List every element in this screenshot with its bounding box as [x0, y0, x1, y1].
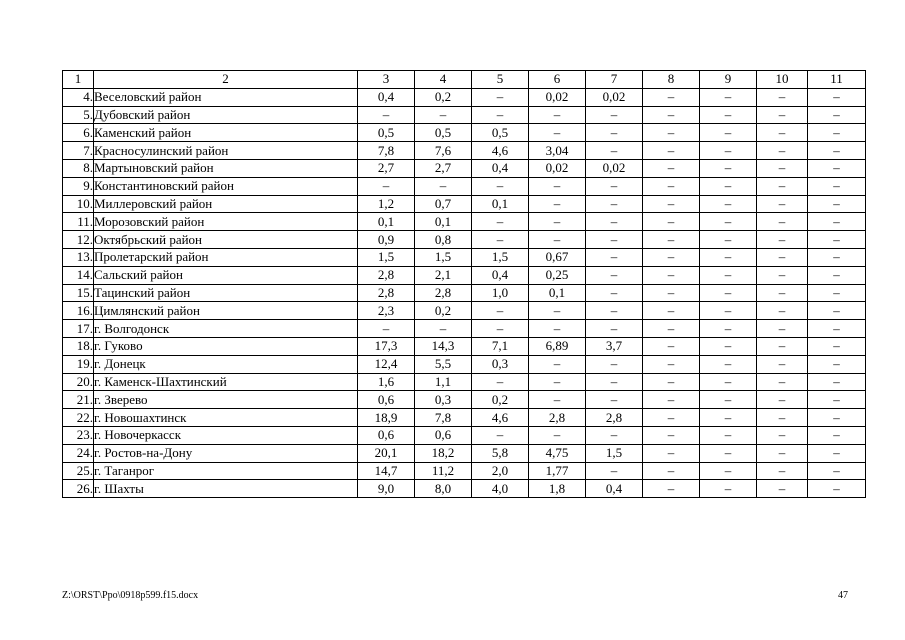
value-cell: 9,0 — [358, 480, 415, 498]
value-cell: – — [700, 391, 757, 409]
table-row — [63, 391, 866, 409]
district-name-cell: Миллеровский район — [94, 195, 358, 213]
value-cell: – — [808, 355, 866, 373]
value-cell: – — [700, 177, 757, 195]
value-cell: 0,1 — [358, 213, 415, 231]
value-cell: – — [700, 142, 757, 160]
value-cell: – — [700, 337, 757, 355]
district-name-cell: Мартыновский район — [94, 159, 358, 177]
value-cell: – — [808, 88, 866, 106]
value-cell: – — [415, 106, 472, 124]
value-cell: – — [586, 266, 643, 284]
value-cell: 2,8 — [529, 409, 586, 427]
value-cell: – — [808, 177, 866, 195]
value-cell: – — [808, 409, 866, 427]
table-row — [63, 231, 866, 249]
table-row — [63, 337, 866, 355]
table-row — [63, 373, 866, 391]
value-cell: – — [643, 106, 700, 124]
row-number-cell: 23. — [63, 426, 94, 444]
value-cell: – — [700, 88, 757, 106]
value-cell: 20,1 — [358, 444, 415, 462]
row-number-cell: 18. — [63, 337, 94, 355]
value-cell: – — [808, 480, 866, 498]
value-cell: – — [643, 391, 700, 409]
value-cell: – — [808, 142, 866, 160]
value-cell: 0,6 — [358, 391, 415, 409]
value-cell: 0,67 — [529, 248, 586, 266]
value-cell: 0,2 — [472, 391, 529, 409]
data-table — [62, 70, 866, 498]
value-cell: 2,0 — [472, 462, 529, 480]
row-number-cell: 25. — [63, 462, 94, 480]
district-name-cell: г. Донецк — [94, 355, 358, 373]
value-cell: 0,3 — [415, 391, 472, 409]
value-cell: 0,5 — [415, 124, 472, 142]
table-row — [63, 88, 866, 106]
value-cell: 1,0 — [472, 284, 529, 302]
value-cell: 14,3 — [415, 337, 472, 355]
value-cell: 0,5 — [472, 124, 529, 142]
value-cell: – — [808, 302, 866, 320]
table-row — [63, 142, 866, 160]
row-number-cell: 11. — [63, 213, 94, 231]
value-cell: – — [529, 177, 586, 195]
value-cell: 1,8 — [529, 480, 586, 498]
value-cell: 0,25 — [529, 266, 586, 284]
district-name-cell: Веселовский район — [94, 88, 358, 106]
value-cell: – — [700, 266, 757, 284]
row-number-cell: 16. — [63, 302, 94, 320]
value-cell: – — [586, 142, 643, 160]
value-cell: 1,5 — [415, 248, 472, 266]
district-name-cell: г. Зверево — [94, 391, 358, 409]
value-cell: 6,89 — [529, 337, 586, 355]
table-row — [63, 355, 866, 373]
value-cell: – — [643, 231, 700, 249]
value-cell: – — [586, 177, 643, 195]
value-cell: – — [643, 337, 700, 355]
row-number-cell: 26. — [63, 480, 94, 498]
value-cell: – — [529, 213, 586, 231]
value-cell: – — [757, 195, 808, 213]
district-name-cell: г. Шахты — [94, 480, 358, 498]
value-cell: – — [700, 231, 757, 249]
value-cell: – — [472, 231, 529, 249]
value-cell: 0,3 — [472, 355, 529, 373]
value-cell: – — [643, 266, 700, 284]
value-cell: – — [808, 248, 866, 266]
district-name-cell: г. Каменск-Шахтинский — [94, 373, 358, 391]
district-name-cell: Каменский район — [94, 124, 358, 142]
value-cell: – — [757, 480, 808, 498]
value-cell: – — [472, 106, 529, 124]
value-cell: 1,5 — [358, 248, 415, 266]
value-cell: – — [808, 284, 866, 302]
footer-page-number: 47 — [838, 590, 848, 601]
value-cell: – — [808, 159, 866, 177]
value-cell: – — [757, 337, 808, 355]
value-cell: – — [529, 355, 586, 373]
value-cell: 4,0 — [472, 480, 529, 498]
value-cell: – — [700, 462, 757, 480]
value-cell: – — [529, 373, 586, 391]
value-cell: – — [529, 106, 586, 124]
value-cell: – — [643, 124, 700, 142]
value-cell: – — [757, 142, 808, 160]
value-cell: – — [643, 213, 700, 231]
table-row — [63, 284, 866, 302]
value-cell: 2,7 — [358, 159, 415, 177]
value-cell: – — [757, 462, 808, 480]
value-cell: – — [643, 159, 700, 177]
table-row — [63, 426, 866, 444]
table-row — [63, 302, 866, 320]
value-cell: – — [643, 302, 700, 320]
row-number-cell: 6. — [63, 124, 94, 142]
value-cell: 0,1 — [529, 284, 586, 302]
header-cell: 7 — [586, 71, 643, 89]
value-cell: – — [757, 391, 808, 409]
value-cell: 1,6 — [358, 373, 415, 391]
table-row — [63, 248, 866, 266]
value-cell: – — [808, 373, 866, 391]
value-cell: 8,0 — [415, 480, 472, 498]
table-row — [63, 409, 866, 427]
value-cell: – — [643, 284, 700, 302]
value-cell: – — [643, 142, 700, 160]
row-number-cell: 9. — [63, 177, 94, 195]
value-cell: 4,6 — [472, 142, 529, 160]
value-cell: 7,8 — [415, 409, 472, 427]
footer-file-path: Z:\ORST\Ppo\0918p599.f15.docx — [62, 590, 199, 601]
value-cell: – — [757, 248, 808, 266]
value-cell: – — [643, 480, 700, 498]
row-number-cell: 15. — [63, 284, 94, 302]
value-cell: – — [808, 320, 866, 338]
value-cell: – — [808, 337, 866, 355]
value-cell: – — [808, 213, 866, 231]
value-cell: – — [700, 302, 757, 320]
district-name-cell: г. Ростов-на-Дону — [94, 444, 358, 462]
value-cell: – — [586, 213, 643, 231]
row-number-cell: 10. — [63, 195, 94, 213]
value-cell: – — [757, 284, 808, 302]
row-number-cell: 20. — [63, 373, 94, 391]
value-cell: 0,4 — [358, 88, 415, 106]
value-cell: – — [472, 373, 529, 391]
value-cell: – — [643, 373, 700, 391]
value-cell: 0,02 — [529, 159, 586, 177]
row-number-cell: 21. — [63, 391, 94, 409]
value-cell: – — [358, 320, 415, 338]
value-cell: 17,3 — [358, 337, 415, 355]
value-cell: – — [586, 391, 643, 409]
value-cell: 14,7 — [358, 462, 415, 480]
value-cell: 18,9 — [358, 409, 415, 427]
district-name-cell: Цимлянский район — [94, 302, 358, 320]
value-cell: 0,9 — [358, 231, 415, 249]
value-cell: – — [586, 320, 643, 338]
value-cell: – — [700, 320, 757, 338]
value-cell: – — [415, 177, 472, 195]
value-cell: – — [757, 373, 808, 391]
value-cell: 5,5 — [415, 355, 472, 373]
value-cell: – — [700, 106, 757, 124]
value-cell: – — [586, 124, 643, 142]
value-cell: 2,8 — [358, 266, 415, 284]
value-cell: – — [757, 88, 808, 106]
value-cell: – — [757, 159, 808, 177]
value-cell: – — [643, 355, 700, 373]
value-cell: – — [757, 177, 808, 195]
table-row — [63, 480, 866, 498]
value-cell: – — [808, 391, 866, 409]
value-cell: – — [757, 409, 808, 427]
value-cell: – — [529, 391, 586, 409]
table-row — [63, 462, 866, 480]
table-row — [63, 266, 866, 284]
value-cell: – — [586, 426, 643, 444]
value-cell: – — [808, 231, 866, 249]
row-number-cell: 19. — [63, 355, 94, 373]
value-cell: – — [700, 373, 757, 391]
row-number-cell: 7. — [63, 142, 94, 160]
value-cell: – — [529, 320, 586, 338]
value-cell: 5,8 — [472, 444, 529, 462]
row-number-cell: 22. — [63, 409, 94, 427]
table-row — [63, 124, 866, 142]
value-cell: – — [757, 213, 808, 231]
value-cell: – — [643, 462, 700, 480]
value-cell: – — [586, 231, 643, 249]
value-cell: 4,6 — [472, 409, 529, 427]
value-cell: 3,04 — [529, 142, 586, 160]
district-name-cell: г. Волгодонск — [94, 320, 358, 338]
value-cell: 2,3 — [358, 302, 415, 320]
table-header-row — [63, 71, 866, 89]
district-name-cell: г. Новочеркасск — [94, 426, 358, 444]
value-cell: 0,6 — [415, 426, 472, 444]
value-cell: – — [808, 444, 866, 462]
header-cell: 1 — [63, 71, 94, 89]
header-cell: 8 — [643, 71, 700, 89]
value-cell: 1,1 — [415, 373, 472, 391]
value-cell: – — [643, 195, 700, 213]
value-cell: – — [472, 213, 529, 231]
value-cell: – — [586, 373, 643, 391]
value-cell: 2,8 — [358, 284, 415, 302]
value-cell: 1,5 — [586, 444, 643, 462]
district-name-cell: Сальский район — [94, 266, 358, 284]
value-cell: 1,5 — [472, 248, 529, 266]
header-cell: 11 — [808, 71, 866, 89]
value-cell: – — [472, 426, 529, 444]
value-cell: 7,6 — [415, 142, 472, 160]
value-cell: – — [529, 124, 586, 142]
value-cell: 3,7 — [586, 337, 643, 355]
value-cell: – — [808, 106, 866, 124]
value-cell: – — [472, 302, 529, 320]
value-cell: – — [472, 320, 529, 338]
table-row — [63, 177, 866, 195]
value-cell: – — [808, 266, 866, 284]
row-number-cell: 12. — [63, 231, 94, 249]
value-cell: – — [643, 177, 700, 195]
value-cell: – — [358, 106, 415, 124]
value-cell: – — [700, 409, 757, 427]
value-cell: – — [358, 177, 415, 195]
value-cell: – — [643, 248, 700, 266]
value-cell: 0,1 — [415, 213, 472, 231]
value-cell: – — [700, 444, 757, 462]
value-cell: 0,8 — [415, 231, 472, 249]
value-cell: – — [472, 177, 529, 195]
table-row — [63, 213, 866, 231]
value-cell: 2,7 — [415, 159, 472, 177]
value-cell: – — [757, 124, 808, 142]
value-cell: – — [529, 426, 586, 444]
value-cell: – — [643, 320, 700, 338]
district-name-cell: Пролетарский район — [94, 248, 358, 266]
value-cell: 4,75 — [529, 444, 586, 462]
value-cell: 18,2 — [415, 444, 472, 462]
value-cell: 0,7 — [415, 195, 472, 213]
value-cell: – — [808, 195, 866, 213]
row-number-cell: 4. — [63, 88, 94, 106]
value-cell: – — [757, 266, 808, 284]
value-cell: – — [700, 159, 757, 177]
row-number-cell: 5. — [63, 106, 94, 124]
value-cell: – — [415, 320, 472, 338]
row-number-cell: 14. — [63, 266, 94, 284]
value-cell: 2,8 — [586, 409, 643, 427]
table-row — [63, 195, 866, 213]
value-cell: 7,1 — [472, 337, 529, 355]
value-cell: – — [472, 88, 529, 106]
value-cell: – — [700, 248, 757, 266]
value-cell: – — [757, 320, 808, 338]
value-cell: – — [757, 231, 808, 249]
value-cell: – — [808, 426, 866, 444]
value-cell: – — [700, 480, 757, 498]
table-row — [63, 159, 866, 177]
value-cell: – — [808, 462, 866, 480]
row-number-cell: 17. — [63, 320, 94, 338]
value-cell: – — [529, 302, 586, 320]
value-cell: – — [700, 426, 757, 444]
value-cell: – — [757, 302, 808, 320]
table-row — [63, 444, 866, 462]
header-cell: 5 — [472, 71, 529, 89]
value-cell: – — [700, 124, 757, 142]
value-cell: 0,02 — [586, 159, 643, 177]
value-cell: 1,77 — [529, 462, 586, 480]
value-cell: – — [529, 195, 586, 213]
value-cell: – — [586, 248, 643, 266]
header-cell: 9 — [700, 71, 757, 89]
value-cell: 2,8 — [415, 284, 472, 302]
district-name-cell: г. Новошахтинск — [94, 409, 358, 427]
value-cell: – — [643, 444, 700, 462]
header-cell: 2 — [94, 71, 358, 89]
value-cell: – — [757, 426, 808, 444]
value-cell: – — [757, 444, 808, 462]
value-cell: – — [643, 409, 700, 427]
value-cell: 2,1 — [415, 266, 472, 284]
district-name-cell: Октябрьский район — [94, 231, 358, 249]
value-cell: – — [700, 195, 757, 213]
value-cell: – — [757, 355, 808, 373]
value-cell: 12,4 — [358, 355, 415, 373]
district-name-cell: г. Таганрог — [94, 462, 358, 480]
value-cell: – — [643, 426, 700, 444]
value-cell: – — [586, 355, 643, 373]
value-cell: – — [757, 106, 808, 124]
value-cell: 0,6 — [358, 426, 415, 444]
value-cell: – — [586, 284, 643, 302]
value-cell: – — [586, 106, 643, 124]
value-cell: – — [808, 124, 866, 142]
table-row — [63, 106, 866, 124]
row-number-cell: 8. — [63, 159, 94, 177]
value-cell: – — [529, 231, 586, 249]
value-cell: 0,02 — [529, 88, 586, 106]
value-cell: 1,2 — [358, 195, 415, 213]
district-name-cell: Дубовский район — [94, 106, 358, 124]
value-cell: – — [643, 88, 700, 106]
district-name-cell: Красносулинский район — [94, 142, 358, 160]
value-cell: 0,5 — [358, 124, 415, 142]
value-cell: 7,8 — [358, 142, 415, 160]
header-cell: 4 — [415, 71, 472, 89]
district-name-cell: Константиновский район — [94, 177, 358, 195]
value-cell: 0,4 — [586, 480, 643, 498]
value-cell: – — [586, 462, 643, 480]
header-cell: 3 — [358, 71, 415, 89]
table-row — [63, 320, 866, 338]
value-cell: 11,2 — [415, 462, 472, 480]
district-name-cell: г. Гуково — [94, 337, 358, 355]
row-number-cell: 13. — [63, 248, 94, 266]
district-name-cell: Тацинский район — [94, 284, 358, 302]
header-cell: 10 — [757, 71, 808, 89]
value-cell: 0,1 — [472, 195, 529, 213]
value-cell: 0,4 — [472, 266, 529, 284]
value-cell: 0,4 — [472, 159, 529, 177]
value-cell: 0,2 — [415, 302, 472, 320]
value-cell: – — [700, 355, 757, 373]
value-cell: – — [586, 195, 643, 213]
district-name-cell: Морозовский район — [94, 213, 358, 231]
value-cell: 0,02 — [586, 88, 643, 106]
value-cell: 0,2 — [415, 88, 472, 106]
value-cell: – — [700, 284, 757, 302]
value-cell: – — [586, 302, 643, 320]
row-number-cell: 24. — [63, 444, 94, 462]
value-cell: – — [700, 213, 757, 231]
header-cell: 6 — [529, 71, 586, 89]
